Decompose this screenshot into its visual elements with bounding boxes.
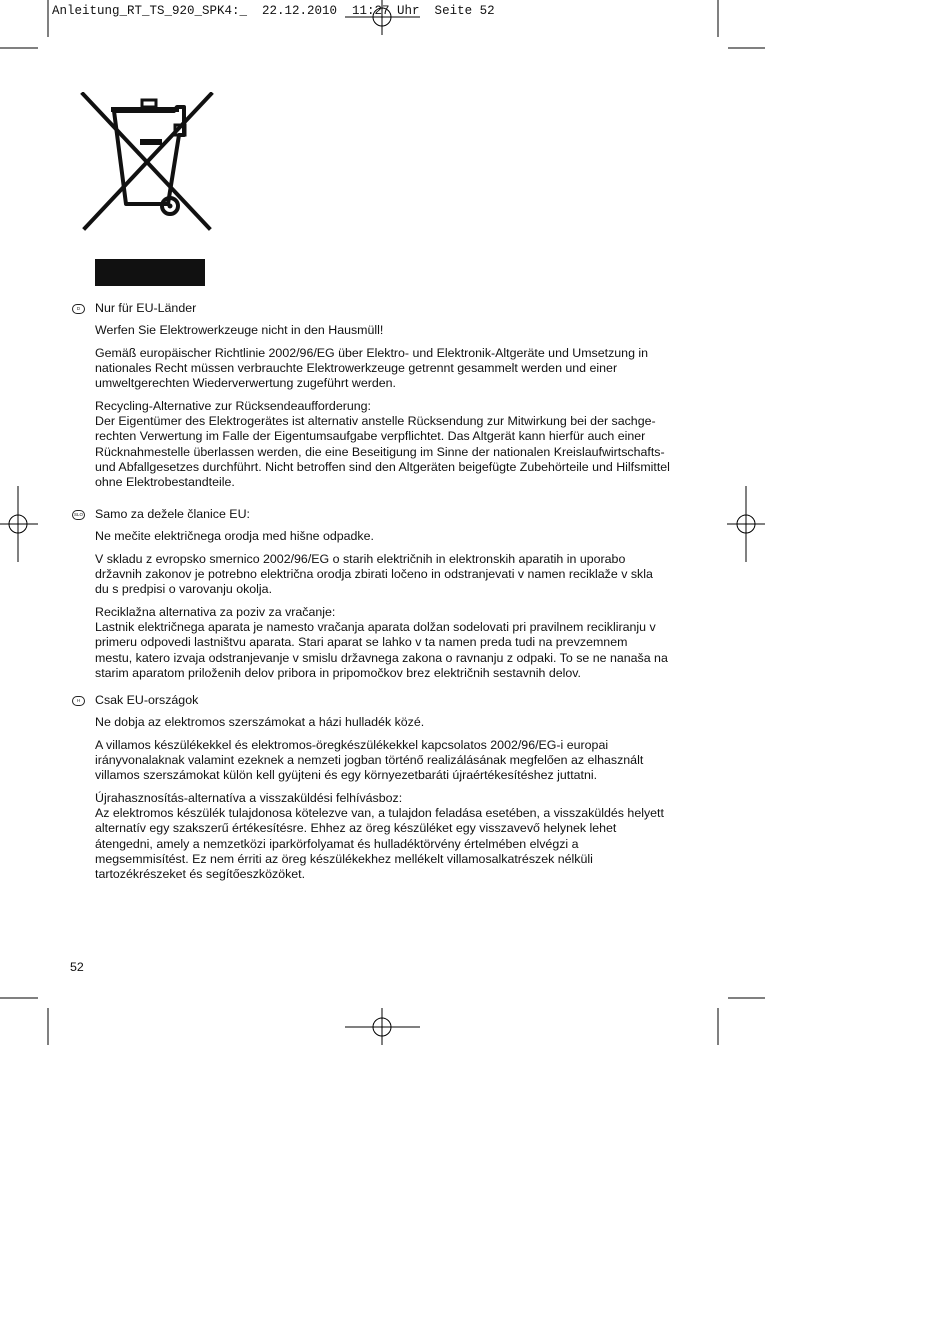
- paragraph: [95, 529, 695, 544]
- section-title: Nur für EU-Länder: [95, 301, 197, 315]
- text-line: und Abfallgesetzes durchführt. Nicht betroffen sind den Altgeräten beigefügte Zubehörteile und Hilfsmittel: [95, 459, 670, 474]
- text-line: átengedni, amely a nemzetközi iparkörfolyamat és hulladéktörvény értelmében elvégzi a: [95, 836, 579, 851]
- black-bar: [95, 259, 205, 286]
- section-slovenian: [73, 507, 695, 689]
- crossed-out-wheelie-bin-icon: [80, 92, 214, 234]
- section-title: Csak EU-országok: [95, 693, 199, 707]
- text-line: ohne Elektrobestandteile.: [95, 475, 235, 490]
- text-line: nationales Recht müssen verbrauchte Elektrowerkzeuge getrennt gesammelt werden und einer: [95, 361, 618, 376]
- paragraph: [95, 791, 695, 882]
- text-line: Rücknahmestelle überlassen werden, die eine Beseitigung im Sinne der nationalen Kreislaufwirtschafts-: [95, 444, 665, 459]
- text-line: Lastnik električnega aparata je namesto vračanja aparata dolžan sodelovati pri pravilnem recikliranju v: [95, 620, 656, 635]
- text-line: Der Eigentümer des Elektrogerätes ist alternativ anstelle Rücksendung zur Mitwirkung bei der sachge-: [95, 414, 656, 429]
- paragraph: [95, 715, 695, 730]
- text-line: Ne mečite električnega orodja med hišne odpadke.: [95, 529, 374, 544]
- text-line: Werfen Sie Elektrowerkzeuge nicht in den Hausmüll!: [95, 323, 384, 338]
- language-badge-icon: H: [72, 696, 85, 706]
- text-line: Ne dobja az elektromos szerszámokat a házi hulladék közé.: [95, 715, 425, 730]
- paragraph: [95, 323, 695, 338]
- paragraph: [95, 399, 695, 490]
- section-german: [76, 301, 695, 498]
- text-line: Gemäß europäischer Richtlinie 2002/96/EG über Elektro- und Elektronik-Altgeräte und Umsetzung in: [95, 345, 649, 360]
- text-line: A villamos készülékekkel és elektromos-öregkészülékekkel kapcsolatos 2002/96/EG-i europai: [95, 737, 609, 752]
- text-line: alternatív egy szakszerű értékesítésre. Ehhez az öreg készüléket egy visszavevő helynek lehet: [95, 821, 617, 836]
- text-line: rechten Verwertung im Falle der Eigentumsaufgabe verpflichtet. Das Altgerät kann hierfür auch einer: [95, 429, 646, 444]
- page-number: 52: [70, 960, 84, 974]
- text-line: irányvonalaknak valamint ezeknek a nemzeti jogban történő realizálásának megfelően az elhasznált: [95, 753, 644, 768]
- paragraph: [95, 738, 695, 784]
- paragraph: [95, 605, 695, 681]
- text-line: mestu, katero izvaja odstranjevanje v smislu državnega zakona o ravnanju z odpaki. To se ne nanaša na: [95, 650, 668, 665]
- text-line: umweltgerechten Wiederverwertung zugeführt werden.: [95, 376, 396, 391]
- text-line: villamos szerszámokat külön kell gyüjteni és egy környezetbaráti újraértékesítéshez juttatni.: [95, 768, 598, 783]
- text-line: tartozékrészeket és segítőeszközöket.: [95, 867, 306, 882]
- language-badge-icon: D: [72, 304, 85, 314]
- text-line: starim aparatom priloženih delov pribora in pripomočkov brez električnih sestavnih delov.: [95, 665, 581, 680]
- text-line: Az elektromos készülék tulajdonosa kötelezve van, a tulajdon feladása esetében, a visszaküldés helyett: [95, 806, 664, 821]
- text-line: Reciklažna alternativa za poziv za vračanje:: [95, 605, 336, 620]
- text-line: V skladu z evropsko smernico 2002/96/EG o starih električnih in elektronskih aparatih in uporabo: [95, 551, 626, 566]
- text-line: primeru odpovedi lastništvu aparata. Stari aparat se lahko v ta namen preda tudi na prevzemnem: [95, 635, 628, 650]
- text-line: megsemmisítést. Ez nem érriti az öreg készülékekhez mellékelt villamosalkatrészek nélküli: [95, 851, 593, 866]
- print-slug-line: Anleitung_RT_TS_920_SPK4:_ 22.12.2010 11:27 Uhr Seite 52: [52, 4, 495, 18]
- language-badge-icon: SLO: [72, 510, 85, 520]
- section-hungarian: [76, 693, 695, 890]
- paragraph: [95, 552, 695, 598]
- text-line: Recycling-Alternative zur Rücksendeaufforderung:: [95, 399, 371, 414]
- text-line: Újrahasznosítás-alternatíva a visszaküldési felhívásboz:: [95, 791, 403, 806]
- text-line: du s predpisi o varovanju okolja.: [95, 582, 273, 597]
- text-line: državnih zakonov je potrebno električna orodja zbirati ločeno in odstranjevati v namen reciklaže v skla: [95, 567, 653, 582]
- paragraph: [95, 346, 695, 392]
- section-title: Samo za dežele članice EU:: [95, 507, 250, 521]
